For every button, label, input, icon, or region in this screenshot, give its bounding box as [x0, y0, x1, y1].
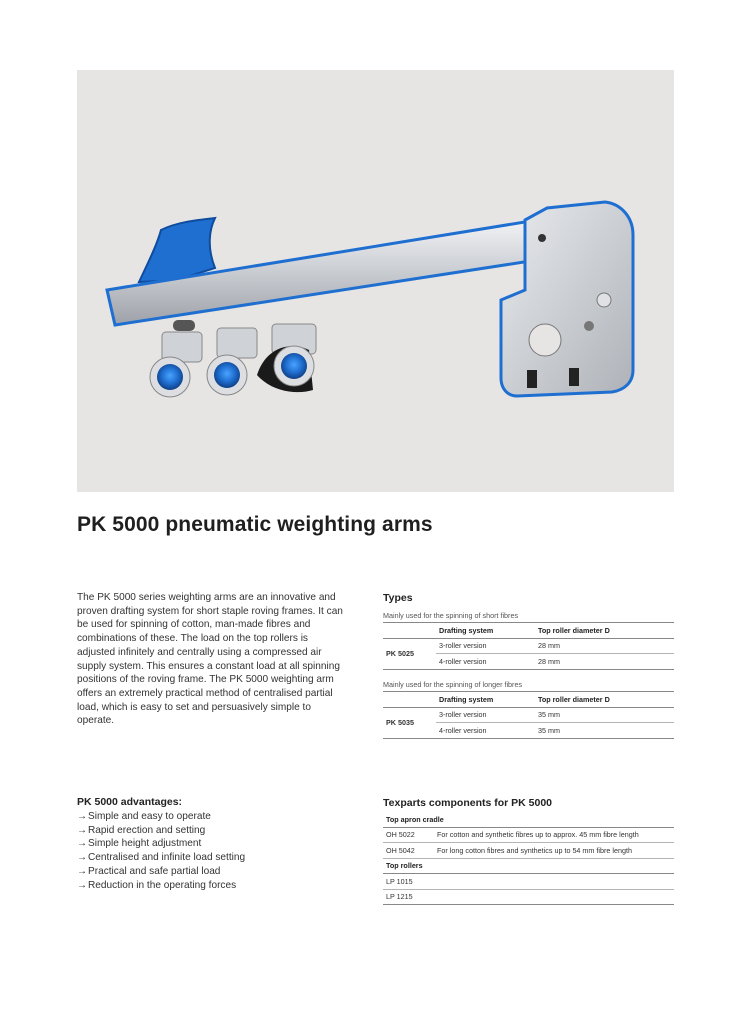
list-item: →Rapid erection and setting: [77, 824, 206, 836]
intro-paragraph: The PK 5000 series weighting arms are an innovative and proven drafting system for short staple roving frames. It can be used for spinning of cotton, man-made fibres and combinations of these. The load on the top rollers is adjusted infinitely and centrally using a compressed air supply system. This ensures a constant load at all spinning positions of the roving frame. The PK 5000 weighting arm offers an extremely practical method of centralised partial load, which is easy to set and persuasively simple to operate.: [77, 592, 343, 727]
table-row: OH 5042 For long cotton fibres and synthetics up to 54 mm fibre length: [383, 843, 674, 859]
column-header: Drafting system: [436, 692, 535, 708]
apron-cradle-heading: Top apron cradle: [383, 812, 674, 827]
weighting-arm-illustration: [77, 70, 674, 492]
list-item: →Practical and safe partial load: [77, 865, 221, 877]
arrow-icon: →: [77, 811, 88, 822]
column-header: Drafting system: [436, 623, 535, 639]
arrow-icon: →: [77, 838, 88, 850]
list-item: →Reduction in the operating forces: [77, 879, 237, 891]
column-header: Top roller diameter D: [535, 623, 674, 639]
advantages-list: [77, 810, 245, 892]
components-heading: Texparts components for PK 5000: [383, 797, 553, 809]
table-row: LP 1015: [383, 874, 674, 890]
table-row: PK 5025 3-roller version 28 mm: [383, 638, 674, 654]
table-header-row: [383, 623, 674, 639]
table-subheading-row: [383, 812, 674, 827]
table-header-row: [383, 692, 674, 708]
product-photo: [77, 70, 674, 492]
page-title: PK 5000 pneumatic weighting arms: [77, 513, 433, 536]
arrow-icon: →: [77, 865, 88, 877]
table-row: OH 5022 For cotton and synthetic fibres up to approx. 45 mm fibre length: [383, 827, 674, 843]
list-item: →Simple height adjustment: [77, 838, 202, 850]
types-caption-long: Mainly used for the spinning of longer fibres: [383, 680, 523, 689]
list-item: →Simple and easy to operate: [77, 811, 211, 822]
model-cell: PK 5025: [383, 638, 436, 669]
table-row: 4-roller version 35 mm: [383, 723, 674, 739]
types-caption-short: Mainly used for the spinning of short fibres: [383, 611, 519, 620]
arrow-icon: →: [77, 824, 88, 836]
column-header: Top roller diameter D: [535, 692, 674, 708]
top-rollers-heading: Top rollers: [383, 858, 674, 874]
arrow-icon: →: [77, 852, 88, 864]
advantages-heading: PK 5000 advantages:: [77, 796, 183, 808]
types-table-long: [383, 691, 674, 739]
list-item: →Centralised and infinite load setting: [77, 852, 246, 864]
types-heading: Types: [383, 592, 413, 604]
table-row: LP 1215: [383, 889, 674, 905]
table-row: PK 5035 3-roller version 35 mm: [383, 707, 674, 723]
arrow-icon: →: [77, 879, 88, 891]
table-subheading-row: [383, 858, 674, 874]
components-table: [383, 812, 674, 905]
types-table-short: [383, 622, 674, 670]
table-row: 4-roller version 28 mm: [383, 654, 674, 670]
model-cell: PK 5035: [383, 707, 436, 738]
